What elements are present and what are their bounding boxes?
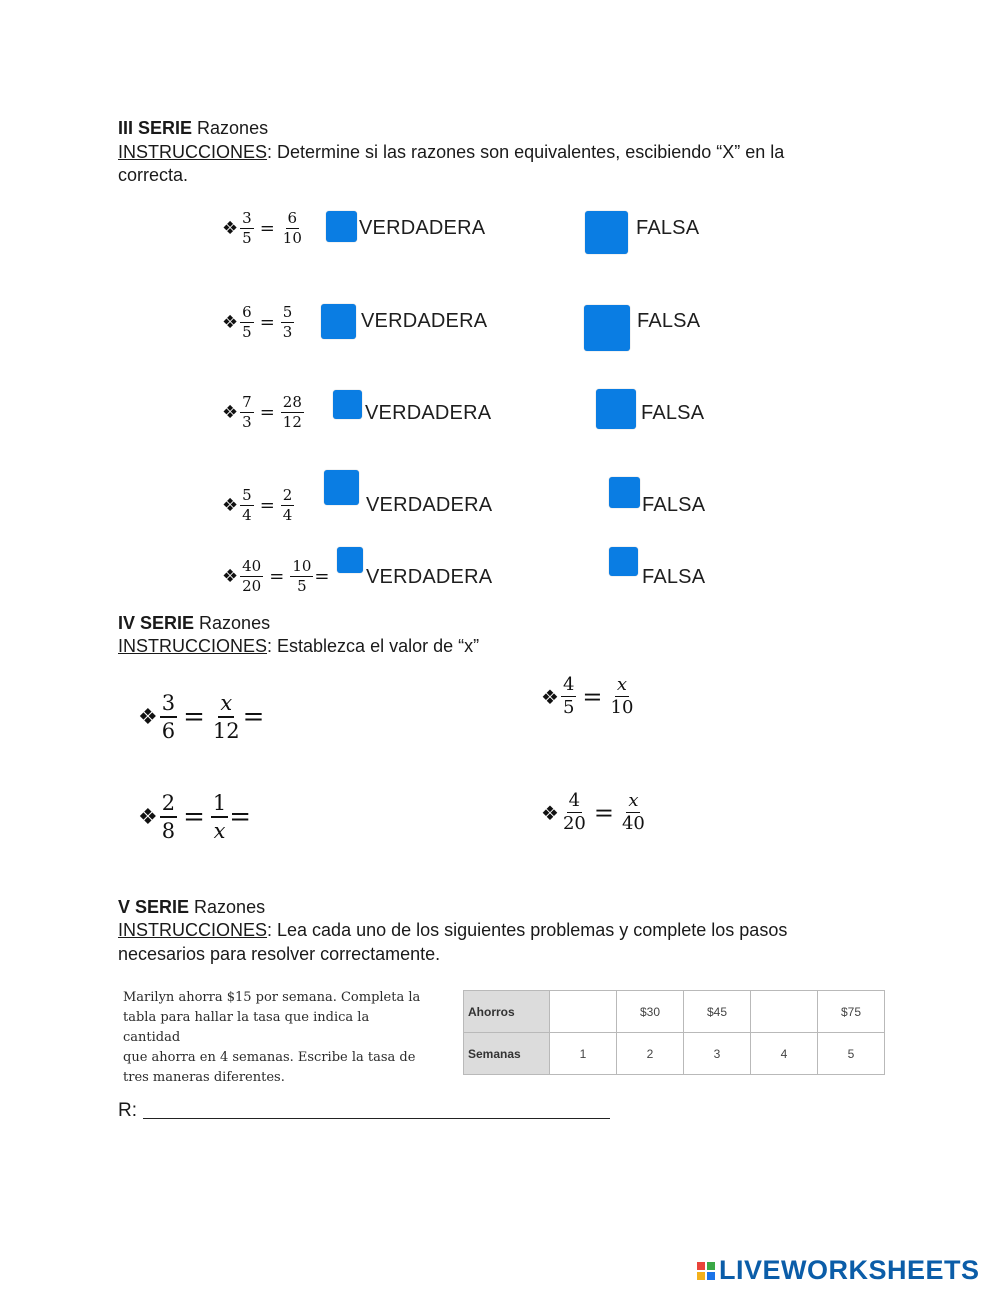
logo-text: LIVEWORKSHEETS (719, 1255, 980, 1285)
ratio-equation (541, 790, 648, 835)
diamond-bullet-icon: ❖ (222, 218, 239, 239)
liveworksheets-logo (697, 1255, 980, 1286)
problem-text (123, 988, 423, 1088)
numerator: 2 (160, 790, 177, 818)
logo-icon (697, 1262, 715, 1280)
serie3-instr-label: INSTRUCCIONES (118, 142, 268, 162)
option-falsa: FALSA (642, 566, 706, 588)
diamond-bullet-icon: ❖ (222, 495, 239, 516)
ratio-equation (222, 209, 305, 248)
denominator: 4 (282, 506, 293, 524)
fraction (160, 690, 177, 744)
denominator: 12 (282, 413, 302, 431)
fraction (290, 557, 313, 596)
ratio-equation (138, 790, 251, 844)
diamond-bullet-icon: ❖ (222, 402, 239, 423)
numerator: 1 (211, 790, 228, 818)
checkbox-falsa[interactable] (609, 547, 638, 576)
checkbox-falsa[interactable] (596, 389, 636, 429)
table-cell: 3 (684, 1033, 751, 1075)
fraction (160, 790, 177, 844)
ratio-equation (222, 303, 295, 342)
answer-label: R: (118, 1100, 137, 1121)
table-cell (550, 991, 617, 1033)
serie3-instr-text: : Determine si las razones son equivalentes, escibiendo “X” en la (267, 142, 785, 162)
denominator: 10 (282, 229, 302, 247)
table-cell: 2 (617, 1033, 684, 1075)
option-falsa: FALSA (641, 402, 705, 424)
denominator: 5 (242, 229, 252, 247)
table-cell: $30 (617, 991, 684, 1033)
table-cell (751, 991, 818, 1033)
answer-line[interactable] (143, 1118, 610, 1119)
numerator: 5 (282, 303, 293, 321)
table-cell: 4 (751, 1033, 818, 1075)
serie4-instr-text: : Establezca el valor de “x” (267, 636, 480, 656)
denominator: 5 (242, 323, 252, 341)
denominator: 4 (242, 506, 252, 524)
fraction (281, 303, 295, 342)
numerator: 4 (562, 674, 575, 695)
numerator: 28 (282, 393, 302, 411)
fraction (240, 393, 254, 432)
diamond-bullet-icon: ❖ (138, 704, 158, 730)
numerator: 5 (242, 486, 252, 504)
fraction (240, 209, 254, 248)
logo-square-blue (707, 1272, 715, 1280)
serie4-instr-label: INSTRUCCIONES (118, 636, 268, 656)
diamond-bullet-icon: ❖ (222, 566, 239, 587)
numerator: 7 (242, 393, 252, 411)
table-cell: $75 (818, 991, 885, 1033)
problem-line: tabla para hallar la tasa que indica la cantidad (123, 1010, 370, 1045)
option-falsa: FALSA (637, 310, 701, 332)
fraction (620, 790, 647, 835)
fraction (561, 674, 576, 719)
option-falsa: FALSA (636, 217, 700, 239)
table-row-semanas (464, 1033, 885, 1075)
serie4-instructions (118, 635, 479, 658)
denominator: 20 (242, 577, 262, 595)
denominator: 5 (297, 577, 307, 595)
ratio-equation (222, 557, 330, 596)
checkbox-verdadera[interactable] (326, 211, 357, 242)
logo-square-red (697, 1262, 705, 1270)
denominator: 40 (621, 813, 645, 834)
table-header-semanas: Semanas (464, 1033, 550, 1075)
diamond-bullet-icon: ❖ (138, 804, 158, 830)
equals-sign: = (183, 702, 205, 732)
numerator: 3 (242, 209, 252, 227)
serie5-instructions (118, 919, 787, 942)
ratio-equation (222, 393, 305, 432)
equals-sign: = (183, 802, 205, 832)
denominator: 12 (212, 719, 240, 743)
serie3-instr-text2: correcta. (118, 165, 189, 185)
numerator: 3 (160, 690, 177, 718)
denominator: 20 (562, 813, 586, 834)
denominator: x (213, 819, 226, 843)
numerator: 4 (568, 790, 581, 811)
denominator: 3 (282, 323, 293, 341)
fraction (561, 790, 588, 835)
trailing-equals: = (242, 702, 265, 732)
fraction (211, 790, 228, 844)
problem-line: tres maneras diferentes. (123, 1070, 285, 1085)
serie3-title-bold: III SERIE (118, 118, 193, 138)
table-row-ahorros (464, 991, 885, 1033)
option-verdadera: VERDADERA (366, 566, 493, 588)
denominator: 10 (610, 697, 634, 718)
option-verdadera: VERDADERA (365, 402, 492, 424)
diamond-bullet-icon: ❖ (541, 800, 559, 825)
denominator: 5 (562, 697, 575, 718)
fraction (609, 674, 636, 719)
serie5-title-bold: V SERIE (118, 897, 190, 917)
option-verdadera: VERDADERA (366, 494, 493, 516)
option-verdadera: VERDADERA (359, 217, 486, 239)
fraction (240, 557, 263, 596)
diamond-bullet-icon: ❖ (222, 312, 239, 333)
table-cell: 1 (550, 1033, 617, 1075)
numerator: 10 (292, 557, 312, 575)
equals-sign: = (269, 566, 285, 587)
numerator: 2 (282, 486, 293, 504)
denominator: 8 (161, 819, 176, 843)
serie3-title (118, 117, 268, 140)
fraction (281, 209, 304, 248)
fraction (211, 690, 242, 744)
checkbox-falsa[interactable] (584, 305, 630, 351)
option-verdadera: VERDADERA (361, 310, 488, 332)
logo-square-green (707, 1262, 715, 1270)
equals-sign: = (593, 798, 614, 827)
ratio-equation (138, 690, 264, 744)
checkbox-verdadera[interactable] (333, 390, 362, 419)
equals-sign: = (259, 402, 275, 423)
problem-line: que ahorra en 4 semanas. Escribe la tasa de (123, 1050, 416, 1065)
serie4-title (118, 612, 270, 635)
denominator: 6 (161, 719, 176, 743)
serie3-instructions (118, 141, 784, 164)
checkbox-falsa[interactable] (585, 211, 628, 254)
numerator: 6 (287, 209, 298, 227)
logo-square-yellow (697, 1272, 705, 1280)
serie5-instr-text: : Lea cada uno de los siguientes problemas y complete los pasos (267, 920, 788, 940)
option-falsa: FALSA (642, 494, 706, 516)
problem-line: Marilyn ahorra $15 por semana. Completa la (123, 990, 421, 1005)
equals-sign: = (259, 218, 275, 239)
equals-sign: = (259, 495, 275, 516)
equals-sign: = (259, 312, 275, 333)
trailing-equals: = (314, 566, 330, 587)
fraction (281, 393, 304, 432)
serie5-instr-text2: necesarios para resolver correctamente. (118, 944, 441, 964)
serie3-title-rest: Razones (192, 118, 269, 138)
numerator: x (218, 690, 234, 718)
fraction (240, 303, 254, 342)
checkbox-verdadera[interactable] (321, 304, 356, 339)
savings-table (463, 990, 885, 1075)
serie5-instr-label: INSTRUCCIONES (118, 920, 268, 940)
checkbox-verdadera[interactable] (324, 470, 359, 505)
ratio-equation (222, 486, 295, 525)
fraction (281, 486, 295, 525)
table-header-ahorros: Ahorros (464, 991, 550, 1033)
serie5-title (118, 896, 265, 919)
table-cell: 5 (818, 1033, 885, 1075)
ratio-equation (541, 674, 636, 719)
fraction (240, 486, 254, 525)
checkbox-verdadera[interactable] (337, 547, 363, 573)
checkbox-falsa[interactable] (609, 477, 640, 508)
numerator: 6 (242, 303, 252, 321)
diamond-bullet-icon: ❖ (541, 684, 559, 709)
denominator: 3 (242, 413, 252, 431)
numerator: 40 (242, 557, 262, 575)
serie4-title-bold: IV SERIE (118, 613, 195, 633)
table-cell: $45 (684, 991, 751, 1033)
serie5-title-rest: Razones (189, 897, 266, 917)
equals-sign: = (582, 682, 603, 711)
trailing-equals: = (229, 802, 252, 832)
numerator: x (628, 790, 639, 811)
serie4-title-rest: Razones (194, 613, 271, 633)
numerator: x (616, 674, 628, 695)
